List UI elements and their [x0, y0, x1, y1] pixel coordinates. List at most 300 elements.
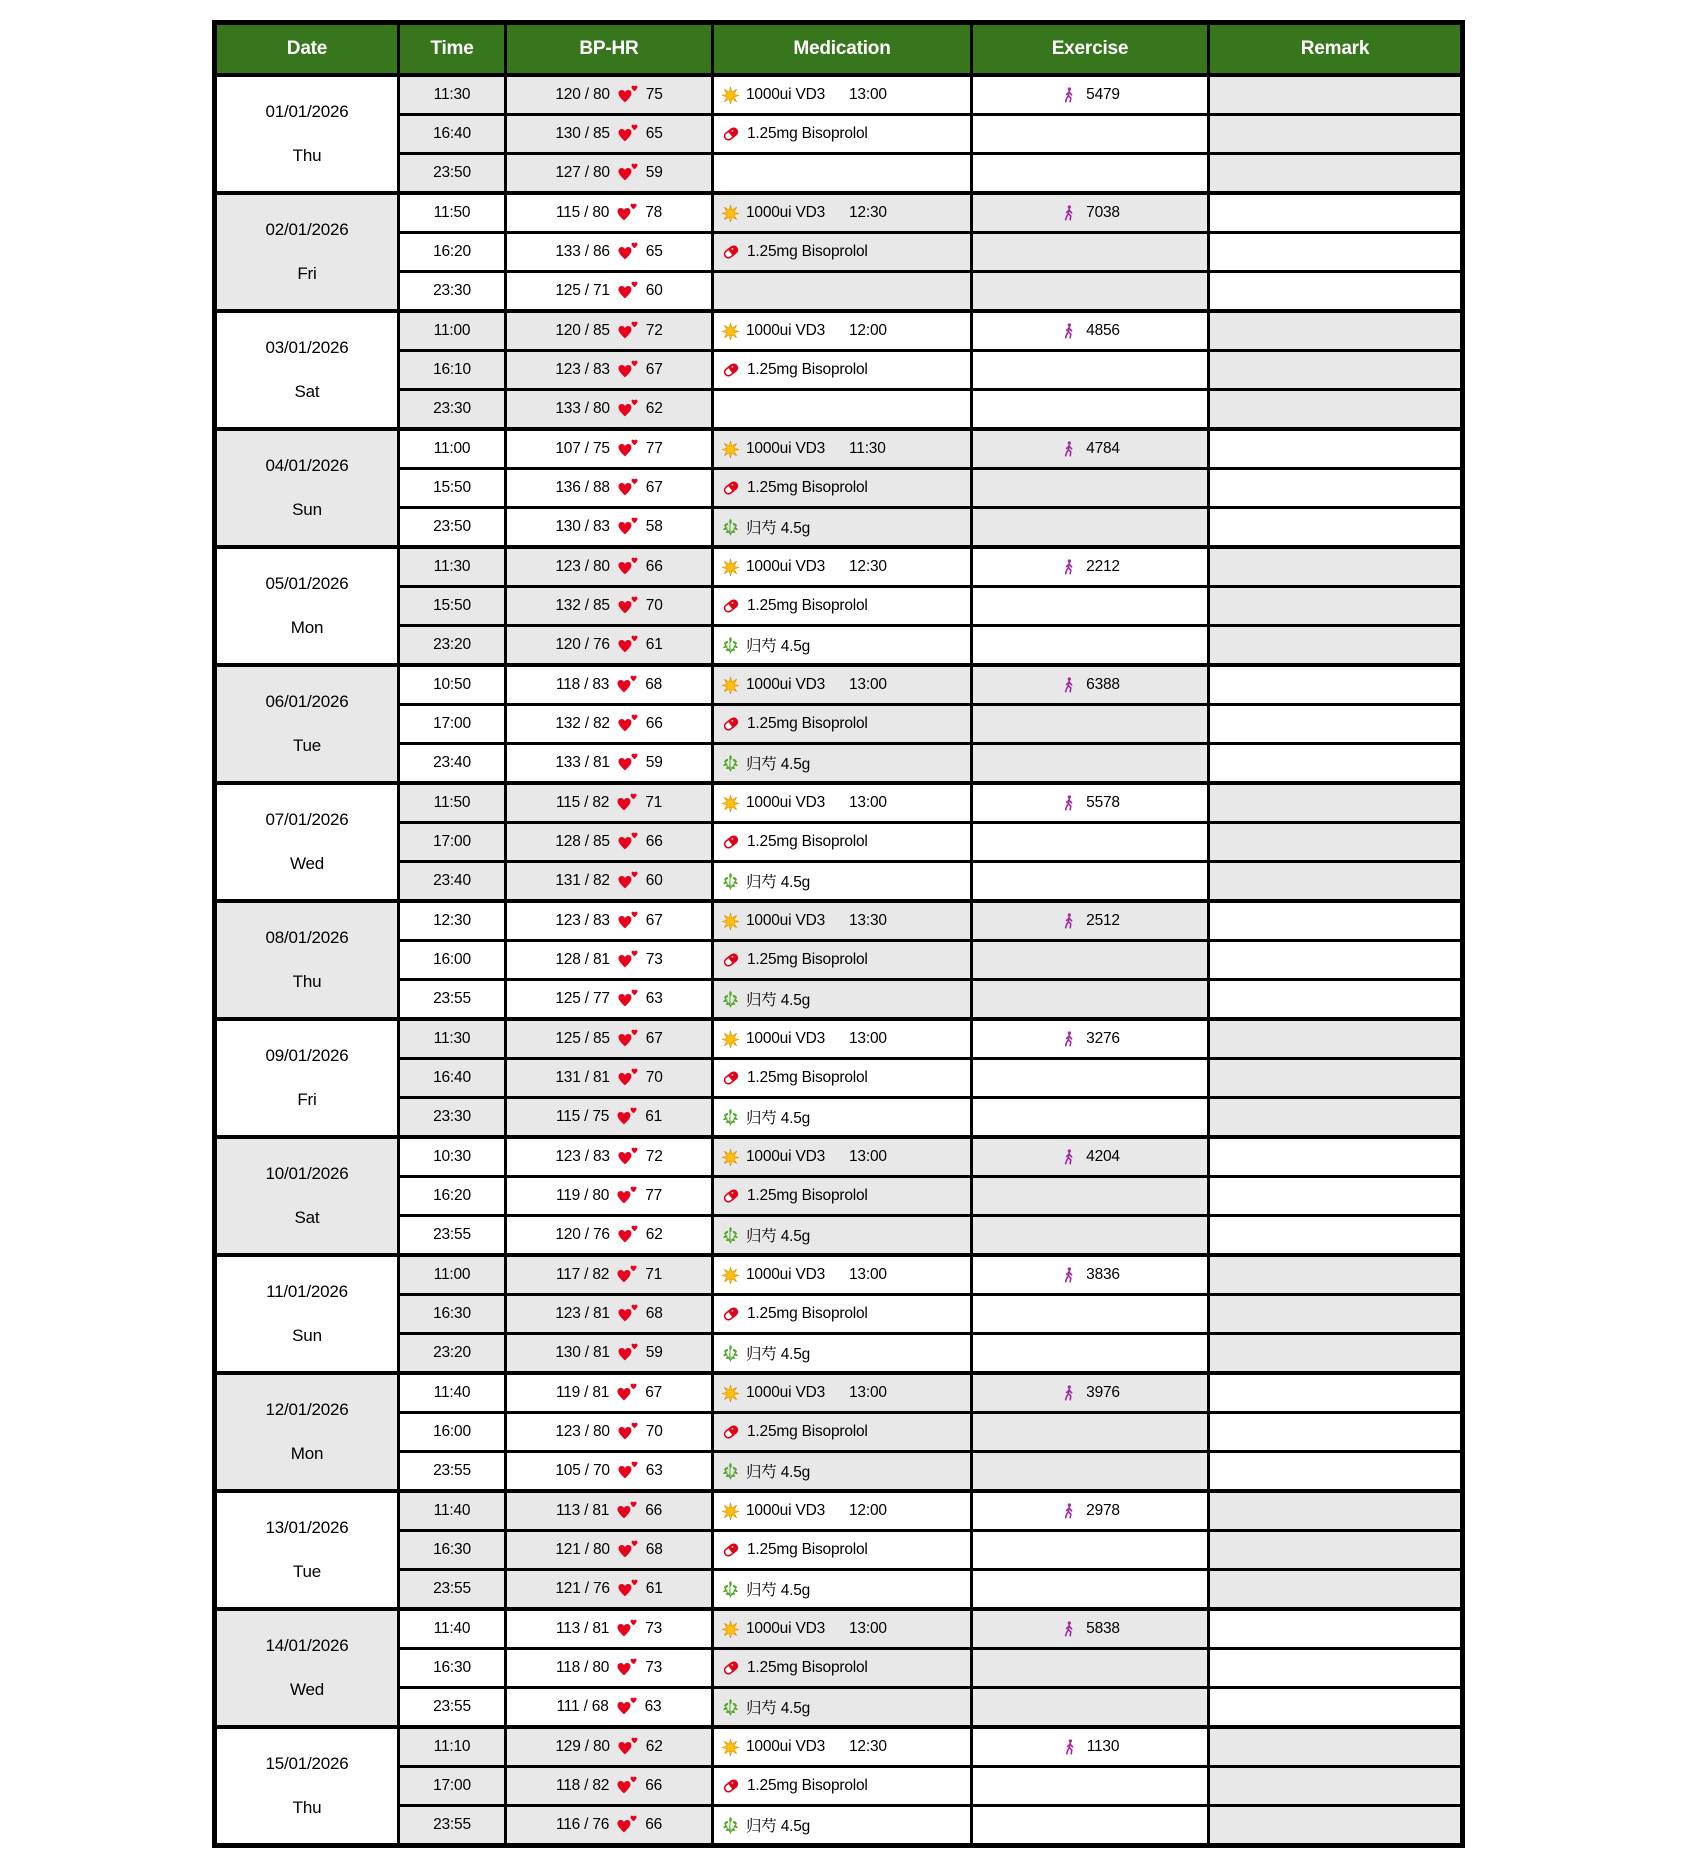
- time-value: 23:55: [433, 1698, 471, 1715]
- hr-value: 66: [645, 1816, 663, 1833]
- date-value: 13/01/2026: [265, 1518, 349, 1537]
- exercise-cell: [973, 981, 1207, 1017]
- exercise-cell: [973, 1021, 1207, 1057]
- medication-text: 1.25mg Bisoprolol: [747, 479, 868, 496]
- two-hearts-icon: [617, 85, 639, 105]
- hr-value: 63: [645, 1462, 663, 1479]
- remark-cell: [1210, 1729, 1460, 1765]
- medication-cell: [714, 470, 970, 506]
- exercise-cell: [973, 1453, 1207, 1489]
- medication-cell: [714, 1217, 970, 1253]
- bp-value: 113 / 81: [555, 1620, 610, 1637]
- bp-value: 123 / 81: [555, 1305, 610, 1322]
- time-cell: [400, 745, 504, 781]
- medication-cell: [714, 77, 970, 113]
- medication-time: 13:00: [849, 86, 887, 103]
- medication-cell: [714, 745, 970, 781]
- time-value: 16:30: [433, 1305, 471, 1322]
- bp-hr-cell: [507, 313, 711, 349]
- time-value: 23:30: [433, 282, 471, 299]
- exercise-cell: [973, 509, 1207, 545]
- capsule-pill-icon: [721, 242, 741, 262]
- exercise-cell: [973, 1060, 1207, 1096]
- steps-value: 7038: [1086, 204, 1120, 221]
- date-value: 06/01/2026: [265, 692, 349, 711]
- remark-cell: [1210, 942, 1460, 978]
- exercise-cell: [973, 1139, 1207, 1175]
- weekday-value: Wed: [289, 854, 325, 873]
- time-cell: [400, 942, 504, 978]
- two-hearts-icon: [617, 321, 639, 341]
- bp-hr-cell: [507, 1099, 711, 1135]
- time-cell: [400, 352, 504, 388]
- exercise-cell: [973, 77, 1207, 113]
- walking-person-icon: [1060, 203, 1077, 223]
- bp-value: 123 / 83: [555, 912, 610, 929]
- time-cell: [400, 1257, 504, 1293]
- time-cell: [400, 981, 504, 1017]
- time-cell: [400, 1139, 504, 1175]
- exercise-cell: [973, 195, 1207, 231]
- medication-cell: [714, 1060, 970, 1096]
- medication-cell: [714, 1257, 970, 1293]
- medication-text: 归芍 4.5g: [746, 756, 811, 773]
- medication-text: 1.25mg Bisoprolol: [747, 1659, 868, 1676]
- date-cell: [217, 903, 397, 1017]
- capsule-pill-icon: [721, 596, 741, 616]
- time-cell: [400, 195, 504, 231]
- time-value: 11:50: [433, 204, 471, 221]
- two-hearts-icon: [616, 1776, 638, 1796]
- bp-value: 118 / 83: [555, 676, 610, 693]
- bp-value: 129 / 80: [555, 1738, 610, 1755]
- exercise-cell: [973, 116, 1207, 152]
- two-hearts-icon: [616, 675, 638, 695]
- remark-cell: [1210, 863, 1460, 899]
- time-cell: [400, 549, 504, 585]
- remark-cell: [1210, 1217, 1460, 1253]
- time-value: 23:40: [433, 872, 471, 889]
- date-value: 12/01/2026: [265, 1400, 349, 1419]
- walking-person-icon: [1060, 1265, 1077, 1285]
- bp-hr-cell: [507, 785, 711, 821]
- exercise-cell: [973, 155, 1207, 191]
- header-date: Date: [217, 25, 397, 73]
- day-group: [217, 1139, 1460, 1253]
- exercise-cell: [973, 824, 1207, 860]
- bp-hr-cell: [507, 1611, 711, 1647]
- time-cell: [400, 273, 504, 309]
- time-value: 11:10: [433, 1738, 471, 1755]
- time-value: 23:50: [433, 518, 471, 535]
- remark-cell: [1210, 1021, 1460, 1057]
- hr-value: 67: [645, 1384, 663, 1401]
- bp-hr-cell: [507, 1729, 711, 1765]
- time-cell: [400, 1335, 504, 1371]
- medication-cell: [714, 1335, 970, 1371]
- two-hearts-icon: [616, 1815, 638, 1835]
- time-cell: [400, 1217, 504, 1253]
- hr-value: 67: [645, 912, 663, 929]
- walking-person-icon: [1060, 321, 1077, 341]
- remark-cell: [1210, 116, 1460, 152]
- medication-cell: [714, 1414, 970, 1450]
- medication-time: 12:30: [849, 204, 887, 221]
- remark-cell: [1210, 1768, 1460, 1804]
- time-cell: [400, 116, 504, 152]
- exercise-cell: [973, 785, 1207, 821]
- medication-time: 12:30: [849, 1738, 887, 1755]
- medication-time: 12:00: [849, 322, 887, 339]
- bp-hr-cell: [507, 588, 711, 624]
- two-hearts-icon: [617, 1225, 639, 1245]
- bp-value: 121 / 76: [555, 1580, 610, 1597]
- hr-value: 59: [645, 164, 663, 181]
- time-cell: [400, 1689, 504, 1725]
- exercise-cell: [973, 1571, 1207, 1607]
- medication-cell: [714, 195, 970, 231]
- medication-cell: [714, 1099, 970, 1135]
- bp-hr-cell: [507, 1807, 711, 1843]
- bp-hr-cell: [507, 903, 711, 939]
- hr-value: 58: [645, 518, 663, 535]
- weekday-value: Wed: [289, 1680, 325, 1699]
- hr-value: 61: [645, 1580, 663, 1597]
- day-group: [217, 667, 1460, 781]
- date-cell: [217, 785, 397, 899]
- steps-value: 1130: [1086, 1738, 1120, 1755]
- herb-icon: [721, 1344, 740, 1363]
- bp-value: 113 / 81: [555, 1502, 610, 1519]
- medication-time: 13:30: [849, 912, 887, 929]
- date-cell: [217, 313, 397, 427]
- medication-time: 13:00: [849, 1148, 887, 1165]
- medication-text: 1.25mg Bisoprolol: [747, 833, 868, 850]
- two-hearts-icon: [616, 793, 638, 813]
- two-hearts-icon: [617, 1540, 639, 1560]
- exercise-cell: [973, 313, 1207, 349]
- time-cell: [400, 627, 504, 663]
- time-value: 16:40: [433, 1069, 471, 1086]
- sun-icon: [721, 676, 740, 695]
- two-hearts-icon: [616, 1658, 638, 1678]
- bp-value: 115 / 75: [555, 1108, 610, 1125]
- two-hearts-icon: [617, 1068, 639, 1088]
- bp-hr-cell: [507, 195, 711, 231]
- remark-cell: [1210, 1611, 1460, 1647]
- time-cell: [400, 1611, 504, 1647]
- time-value: 11:00: [433, 322, 471, 339]
- medication-cell: [714, 549, 970, 585]
- bp-value: 123 / 80: [555, 558, 610, 575]
- hr-value: 66: [645, 715, 663, 732]
- medication-time: 13:00: [849, 1030, 887, 1047]
- walking-person-icon: [1061, 1737, 1078, 1757]
- bp-value: 131 / 81: [555, 1069, 610, 1086]
- two-hearts-icon: [617, 714, 639, 734]
- time-value: 16:10: [433, 361, 471, 378]
- time-value: 16:00: [433, 1423, 471, 1440]
- two-hearts-icon: [617, 1579, 639, 1599]
- medication-cell: [714, 273, 970, 309]
- day-group: [217, 313, 1460, 427]
- medication-text: 归芍 4.5g: [746, 1818, 811, 1835]
- hr-value: 70: [645, 597, 663, 614]
- bp-value: 127 / 80: [555, 164, 610, 181]
- bp-hr-cell: [507, 77, 711, 113]
- exercise-cell: [973, 234, 1207, 270]
- remark-cell: [1210, 431, 1460, 467]
- time-value: 23:55: [433, 1226, 471, 1243]
- exercise-cell: [973, 1178, 1207, 1214]
- time-value: 17:00: [433, 833, 471, 850]
- weekday-value: Tue: [292, 1562, 322, 1581]
- remark-cell: [1210, 273, 1460, 309]
- weekday-value: Thu: [292, 146, 322, 165]
- medication-text: 归芍 4.5g: [746, 1110, 811, 1127]
- remark-cell: [1210, 1807, 1460, 1843]
- weekday-value: Mon: [290, 618, 324, 637]
- header-time: Time: [400, 25, 504, 73]
- time-cell: [400, 431, 504, 467]
- bp-value: 131 / 82: [555, 872, 610, 889]
- hr-value: 75: [645, 86, 663, 103]
- remark-cell: [1210, 706, 1460, 742]
- two-hearts-icon: [617, 635, 639, 655]
- day-group: [217, 1493, 1460, 1607]
- herb-icon: [721, 1226, 740, 1245]
- exercise-cell: [973, 391, 1207, 427]
- header-exercise: Exercise: [973, 25, 1207, 73]
- medication-text: 1.25mg Bisoprolol: [747, 1777, 868, 1794]
- remark-cell: [1210, 667, 1460, 703]
- health-log-table: [212, 20, 1465, 1848]
- medication-time: 12:30: [849, 558, 887, 575]
- sun-icon: [721, 1030, 740, 1049]
- time-value: 23:55: [433, 1580, 471, 1597]
- medication-text: 1000ui VD3: [746, 1502, 826, 1519]
- bp-value: 125 / 85: [555, 1030, 610, 1047]
- remark-cell: [1210, 1414, 1460, 1450]
- steps-value: 6388: [1086, 676, 1120, 693]
- time-cell: [400, 470, 504, 506]
- weekday-value: Thu: [292, 972, 322, 991]
- exercise-cell: [973, 1493, 1207, 1529]
- header-bp-hr: BP-HR: [507, 25, 711, 73]
- bp-hr-cell: [507, 1768, 711, 1804]
- remark-cell: [1210, 509, 1460, 545]
- exercise-cell: [973, 1099, 1207, 1135]
- medication-cell: [714, 667, 970, 703]
- medication-cell: [714, 509, 970, 545]
- time-cell: [400, 509, 504, 545]
- day-group: [217, 1729, 1460, 1843]
- day-group: [217, 1375, 1460, 1489]
- capsule-pill-icon: [721, 1776, 741, 1796]
- bp-value: 133 / 86: [555, 243, 610, 260]
- hr-value: 61: [645, 1108, 663, 1125]
- remark-cell: [1210, 903, 1460, 939]
- exercise-cell: [973, 1335, 1207, 1371]
- two-hearts-icon: [617, 360, 639, 380]
- walking-person-icon: [1060, 1501, 1077, 1521]
- medication-text: 归芍 4.5g: [746, 638, 811, 655]
- capsule-pill-icon: [721, 124, 741, 144]
- date-cell: [217, 1611, 397, 1725]
- bp-hr-cell: [507, 706, 711, 742]
- exercise-cell: [973, 1414, 1207, 1450]
- medication-text: 1000ui VD3: [746, 794, 826, 811]
- medication-cell: [714, 313, 970, 349]
- bp-value: 133 / 81: [555, 754, 610, 771]
- hr-value: 66: [645, 1502, 663, 1519]
- medication-cell: [714, 1532, 970, 1568]
- medication-cell: [714, 1453, 970, 1489]
- bp-value: 132 / 82: [555, 715, 610, 732]
- bp-hr-cell: [507, 627, 711, 663]
- time-cell: [400, 77, 504, 113]
- hr-value: 77: [645, 1187, 663, 1204]
- time-cell: [400, 588, 504, 624]
- two-hearts-icon: [617, 1737, 639, 1757]
- bp-value: 128 / 85: [555, 833, 610, 850]
- hr-value: 72: [645, 1148, 663, 1165]
- weekday-value: Sat: [294, 1208, 320, 1227]
- two-hearts-icon: [617, 1461, 639, 1481]
- weekday-value: Sun: [292, 500, 322, 519]
- bp-hr-cell: [507, 942, 711, 978]
- time-cell: [400, 1650, 504, 1686]
- walking-person-icon: [1060, 1147, 1077, 1167]
- sun-icon: [721, 1148, 740, 1167]
- date-cell: [217, 431, 397, 545]
- steps-value: 5578: [1086, 794, 1120, 811]
- weekday-value: Tue: [292, 736, 322, 755]
- medication-cell: [714, 824, 970, 860]
- hr-value: 71: [645, 1266, 663, 1283]
- weekday-value: Fri: [297, 1090, 317, 1109]
- sun-icon: [721, 204, 740, 223]
- time-cell: [400, 1768, 504, 1804]
- medication-cell: [714, 234, 970, 270]
- medication-time: 11:30: [849, 440, 886, 457]
- date-value: 11/01/2026: [266, 1282, 348, 1301]
- weekday-value: Thu: [292, 1798, 322, 1817]
- medication-text: 1.25mg Bisoprolol: [747, 361, 868, 378]
- medication-text: 1000ui VD3: [746, 204, 826, 221]
- medication-cell: [714, 1729, 970, 1765]
- hr-value: 72: [645, 322, 663, 339]
- medication-text: 归芍 4.5g: [746, 1464, 811, 1481]
- two-hearts-icon: [617, 439, 639, 459]
- time-value: 17:00: [433, 715, 471, 732]
- remark-cell: [1210, 1060, 1460, 1096]
- bp-value: 117 / 82: [555, 1266, 610, 1283]
- time-cell: [400, 1296, 504, 1332]
- date-cell: [217, 667, 397, 781]
- bp-value: 125 / 77: [555, 990, 610, 1007]
- two-hearts-icon: [616, 1383, 638, 1403]
- remark-cell: [1210, 1375, 1460, 1411]
- medication-text: 1000ui VD3: [746, 1384, 826, 1401]
- walking-person-icon: [1060, 911, 1077, 931]
- two-hearts-icon: [617, 399, 639, 419]
- bp-value: 116 / 76: [555, 1816, 610, 1833]
- time-value: 11:50: [433, 794, 471, 811]
- time-cell: [400, 234, 504, 270]
- time-cell: [400, 1729, 504, 1765]
- medication-time: 13:00: [849, 1620, 887, 1637]
- exercise-cell: [973, 1768, 1207, 1804]
- two-hearts-icon: [617, 832, 639, 852]
- two-hearts-icon: [617, 1343, 639, 1363]
- bp-value: 115 / 82: [555, 794, 610, 811]
- two-hearts-icon: [617, 163, 639, 183]
- time-value: 23:55: [433, 1462, 471, 1479]
- hr-value: 70: [645, 1069, 663, 1086]
- steps-value: 2212: [1086, 558, 1120, 575]
- remark-cell: [1210, 1257, 1460, 1293]
- two-hearts-icon: [617, 911, 639, 931]
- date-value: 07/01/2026: [265, 810, 349, 829]
- bp-value: 130 / 85: [555, 125, 610, 142]
- two-hearts-icon: [617, 950, 639, 970]
- herb-icon: [721, 636, 740, 655]
- date-cell: [217, 1729, 397, 1843]
- time-cell: [400, 903, 504, 939]
- two-hearts-icon: [617, 753, 639, 773]
- medication-cell: [714, 431, 970, 467]
- bp-hr-cell: [507, 431, 711, 467]
- time-value: 16:00: [433, 951, 471, 968]
- bp-value: 123 / 83: [555, 1148, 610, 1165]
- remark-cell: [1210, 1493, 1460, 1529]
- walking-person-icon: [1060, 557, 1077, 577]
- medication-time: 13:00: [849, 1384, 887, 1401]
- date-cell: [217, 1257, 397, 1371]
- exercise-cell: [973, 627, 1207, 663]
- remark-cell: [1210, 1571, 1460, 1607]
- medication-time: 12:00: [849, 1502, 887, 1519]
- remark-cell: [1210, 1099, 1460, 1135]
- two-hearts-icon: [617, 557, 639, 577]
- bp-value: 119 / 81: [555, 1384, 610, 1401]
- time-value: 16:40: [433, 125, 471, 142]
- time-cell: [400, 1493, 504, 1529]
- bp-value: 118 / 80: [555, 1659, 610, 1676]
- remark-cell: [1210, 785, 1460, 821]
- medication-cell: [714, 942, 970, 978]
- medication-text: 归芍 4.5g: [746, 992, 811, 1009]
- sun-icon: [721, 1384, 740, 1403]
- day-group: [217, 431, 1460, 545]
- table-header-row: [217, 25, 1460, 73]
- time-cell: [400, 1178, 504, 1214]
- bp-hr-cell: [507, 1060, 711, 1096]
- two-hearts-icon: [617, 124, 639, 144]
- medication-time: 13:00: [849, 676, 887, 693]
- medication-text: 1000ui VD3: [746, 86, 826, 103]
- medication-text: 1.25mg Bisoprolol: [747, 715, 868, 732]
- hr-value: 62: [645, 400, 663, 417]
- time-value: 15:50: [433, 597, 471, 614]
- hr-value: 63: [644, 1698, 662, 1715]
- bp-hr-cell: [507, 1296, 711, 1332]
- bp-hr-cell: [507, 1021, 711, 1057]
- bp-value: 130 / 81: [555, 1344, 610, 1361]
- weekday-value: Sun: [292, 1326, 322, 1345]
- sun-icon: [721, 912, 740, 931]
